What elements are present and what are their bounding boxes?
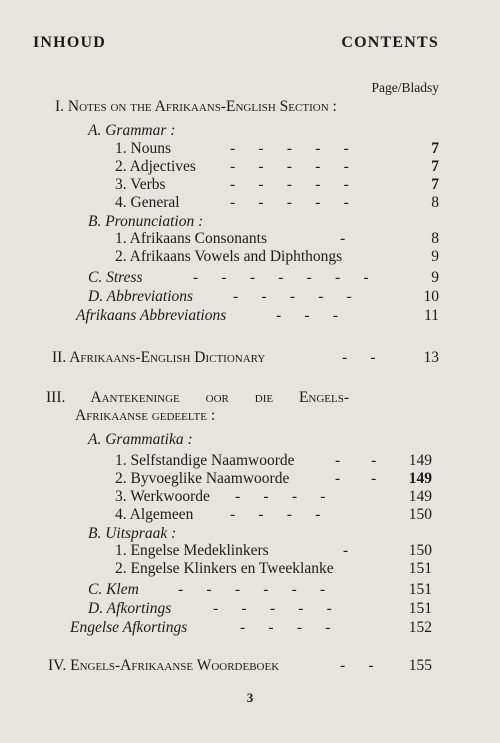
toc-row-label: 2. Afrikaans Vowels and Diphthongs xyxy=(115,248,343,265)
toc-row xyxy=(88,580,432,600)
dot-leader: - - - - - - xyxy=(178,581,326,598)
toc-section-2-label: II. Afrikaans-English Dictionary xyxy=(52,349,266,366)
toc-section-4 xyxy=(48,656,432,676)
header-inhoud: INHOUD xyxy=(33,34,106,51)
toc-row xyxy=(115,469,432,489)
dot-leader: - xyxy=(343,542,349,559)
toc-row-label: 1. Engelse Medeklinkers xyxy=(115,542,269,559)
toc-row-page: 7 xyxy=(431,140,439,157)
toc-row-label: 2. Engelse Klinkers en Tweeklanke xyxy=(115,560,334,577)
dot-leader: - - - - - xyxy=(230,194,349,211)
dot-leader: - - - - - xyxy=(230,176,349,193)
toc-section-3b-label: B. Uitspraak : xyxy=(88,525,177,542)
dot-leader: - xyxy=(340,230,346,247)
header-contents: CONTENTS xyxy=(341,34,439,51)
dot-leader: - - - - - xyxy=(233,288,352,305)
toc-row xyxy=(115,139,439,159)
toc-row-label: 4. Algemeen xyxy=(115,506,194,523)
toc-row xyxy=(88,268,439,288)
toc-row xyxy=(115,229,439,249)
toc-section-3a xyxy=(88,430,439,450)
toc-section-3a-label: A. Grammatika : xyxy=(88,431,193,448)
dot-leader: - - xyxy=(335,452,377,469)
dot-leader: - - - - xyxy=(240,619,331,636)
toc-row xyxy=(76,306,439,326)
toc-row-label: 2. Byvoeglike Naamwoorde xyxy=(115,470,290,487)
toc-row-label: Afrikaans Abbreviations xyxy=(76,307,227,324)
toc-section-1a xyxy=(88,121,439,141)
toc-row xyxy=(115,505,432,525)
toc-row-page: 11 xyxy=(424,307,439,324)
toc-row xyxy=(115,559,432,579)
toc-row-page: 151 xyxy=(408,600,432,617)
toc-row xyxy=(88,287,439,307)
toc-row-page: 149 xyxy=(408,488,432,505)
toc-section-2-page: 13 xyxy=(423,349,439,366)
page-number: 3 xyxy=(246,690,254,705)
toc-section-3-line-1 xyxy=(46,388,439,408)
toc-row-page: 149 xyxy=(408,470,432,487)
toc-section-3-line-2 xyxy=(75,406,439,426)
toc-row xyxy=(115,175,439,195)
dot-leader: - - xyxy=(335,470,377,487)
toc-row-page: 9 xyxy=(431,248,439,265)
toc-section-3-label-1: III. Aantekeninge oor die Engels- xyxy=(46,389,350,406)
toc-section-1b-label: B. Pronunciation : xyxy=(88,213,204,230)
toc-row-label: 3. Verbs xyxy=(115,176,166,193)
dot-leader: - - - - - - - xyxy=(193,269,369,286)
toc-row xyxy=(115,193,439,213)
dot-leader: - - - - xyxy=(235,488,326,505)
toc-row-page: 149 xyxy=(408,452,432,469)
toc-section-2 xyxy=(52,348,439,368)
dot-leader: - - - - - xyxy=(230,140,349,157)
toc-row xyxy=(115,247,439,267)
dot-leader: - - - - - xyxy=(213,600,332,617)
toc-row-page: 7 xyxy=(431,176,439,193)
toc-row-page: 151 xyxy=(408,560,432,577)
toc-section-4-label: IV. Engels-Afrikaanse Woordeboek xyxy=(48,657,280,674)
toc-row-label: 2. Adjectives xyxy=(115,158,196,175)
toc-section-1 xyxy=(55,97,439,117)
toc-row-page: 8 xyxy=(431,230,439,247)
toc-row-page: 150 xyxy=(408,506,432,523)
toc-row-label: 1. Selfstandige Naamwoorde xyxy=(115,452,295,469)
toc-row-label: 1. Afrikaans Consonants xyxy=(115,230,267,247)
toc-row xyxy=(88,599,432,619)
toc-row-page: 151 xyxy=(408,581,432,598)
toc-row-page: 9 xyxy=(431,269,439,286)
toc-row-page: 152 xyxy=(408,619,432,636)
toc-row-page: 150 xyxy=(408,542,432,559)
dot-leader: - - - - xyxy=(230,506,321,523)
toc-row-label: D. Afkortings xyxy=(88,600,172,617)
toc-row-label: C. Stress xyxy=(88,269,143,286)
toc-row-label: Engelse Afkortings xyxy=(70,619,188,636)
dot-leader: - - xyxy=(340,657,374,674)
toc-row-page: 7 xyxy=(431,158,439,175)
toc-row xyxy=(115,157,439,177)
toc-row xyxy=(115,451,432,471)
dot-leader: - - - - - xyxy=(230,158,349,175)
toc-row xyxy=(70,618,432,638)
toc-row-label: 4. General xyxy=(115,194,180,211)
toc-row-label: 1. Nouns xyxy=(115,140,171,157)
toc-row-label: D. Abbreviations xyxy=(88,288,194,305)
toc-row-page: 10 xyxy=(423,288,439,305)
toc-section-4-page: 155 xyxy=(408,657,432,674)
dot-leader: - - - xyxy=(276,307,338,324)
toc-row xyxy=(115,541,432,561)
toc-row-label: C. Klem xyxy=(88,581,139,598)
toc-section-3-label-2: Afrikaanse gedeelte : xyxy=(75,407,216,424)
toc-row-label: 3. Werkwoorde xyxy=(115,488,210,505)
toc-section-1-label: I. Notes on the Afrikaans-English Section : xyxy=(55,98,337,115)
toc-row xyxy=(115,487,432,507)
page-column-label: Page/Bladsy xyxy=(371,80,439,95)
toc-section-1a-label: A. Grammar : xyxy=(88,122,176,139)
toc-row-page: 8 xyxy=(431,194,439,211)
dot-leader: - - xyxy=(342,349,376,366)
